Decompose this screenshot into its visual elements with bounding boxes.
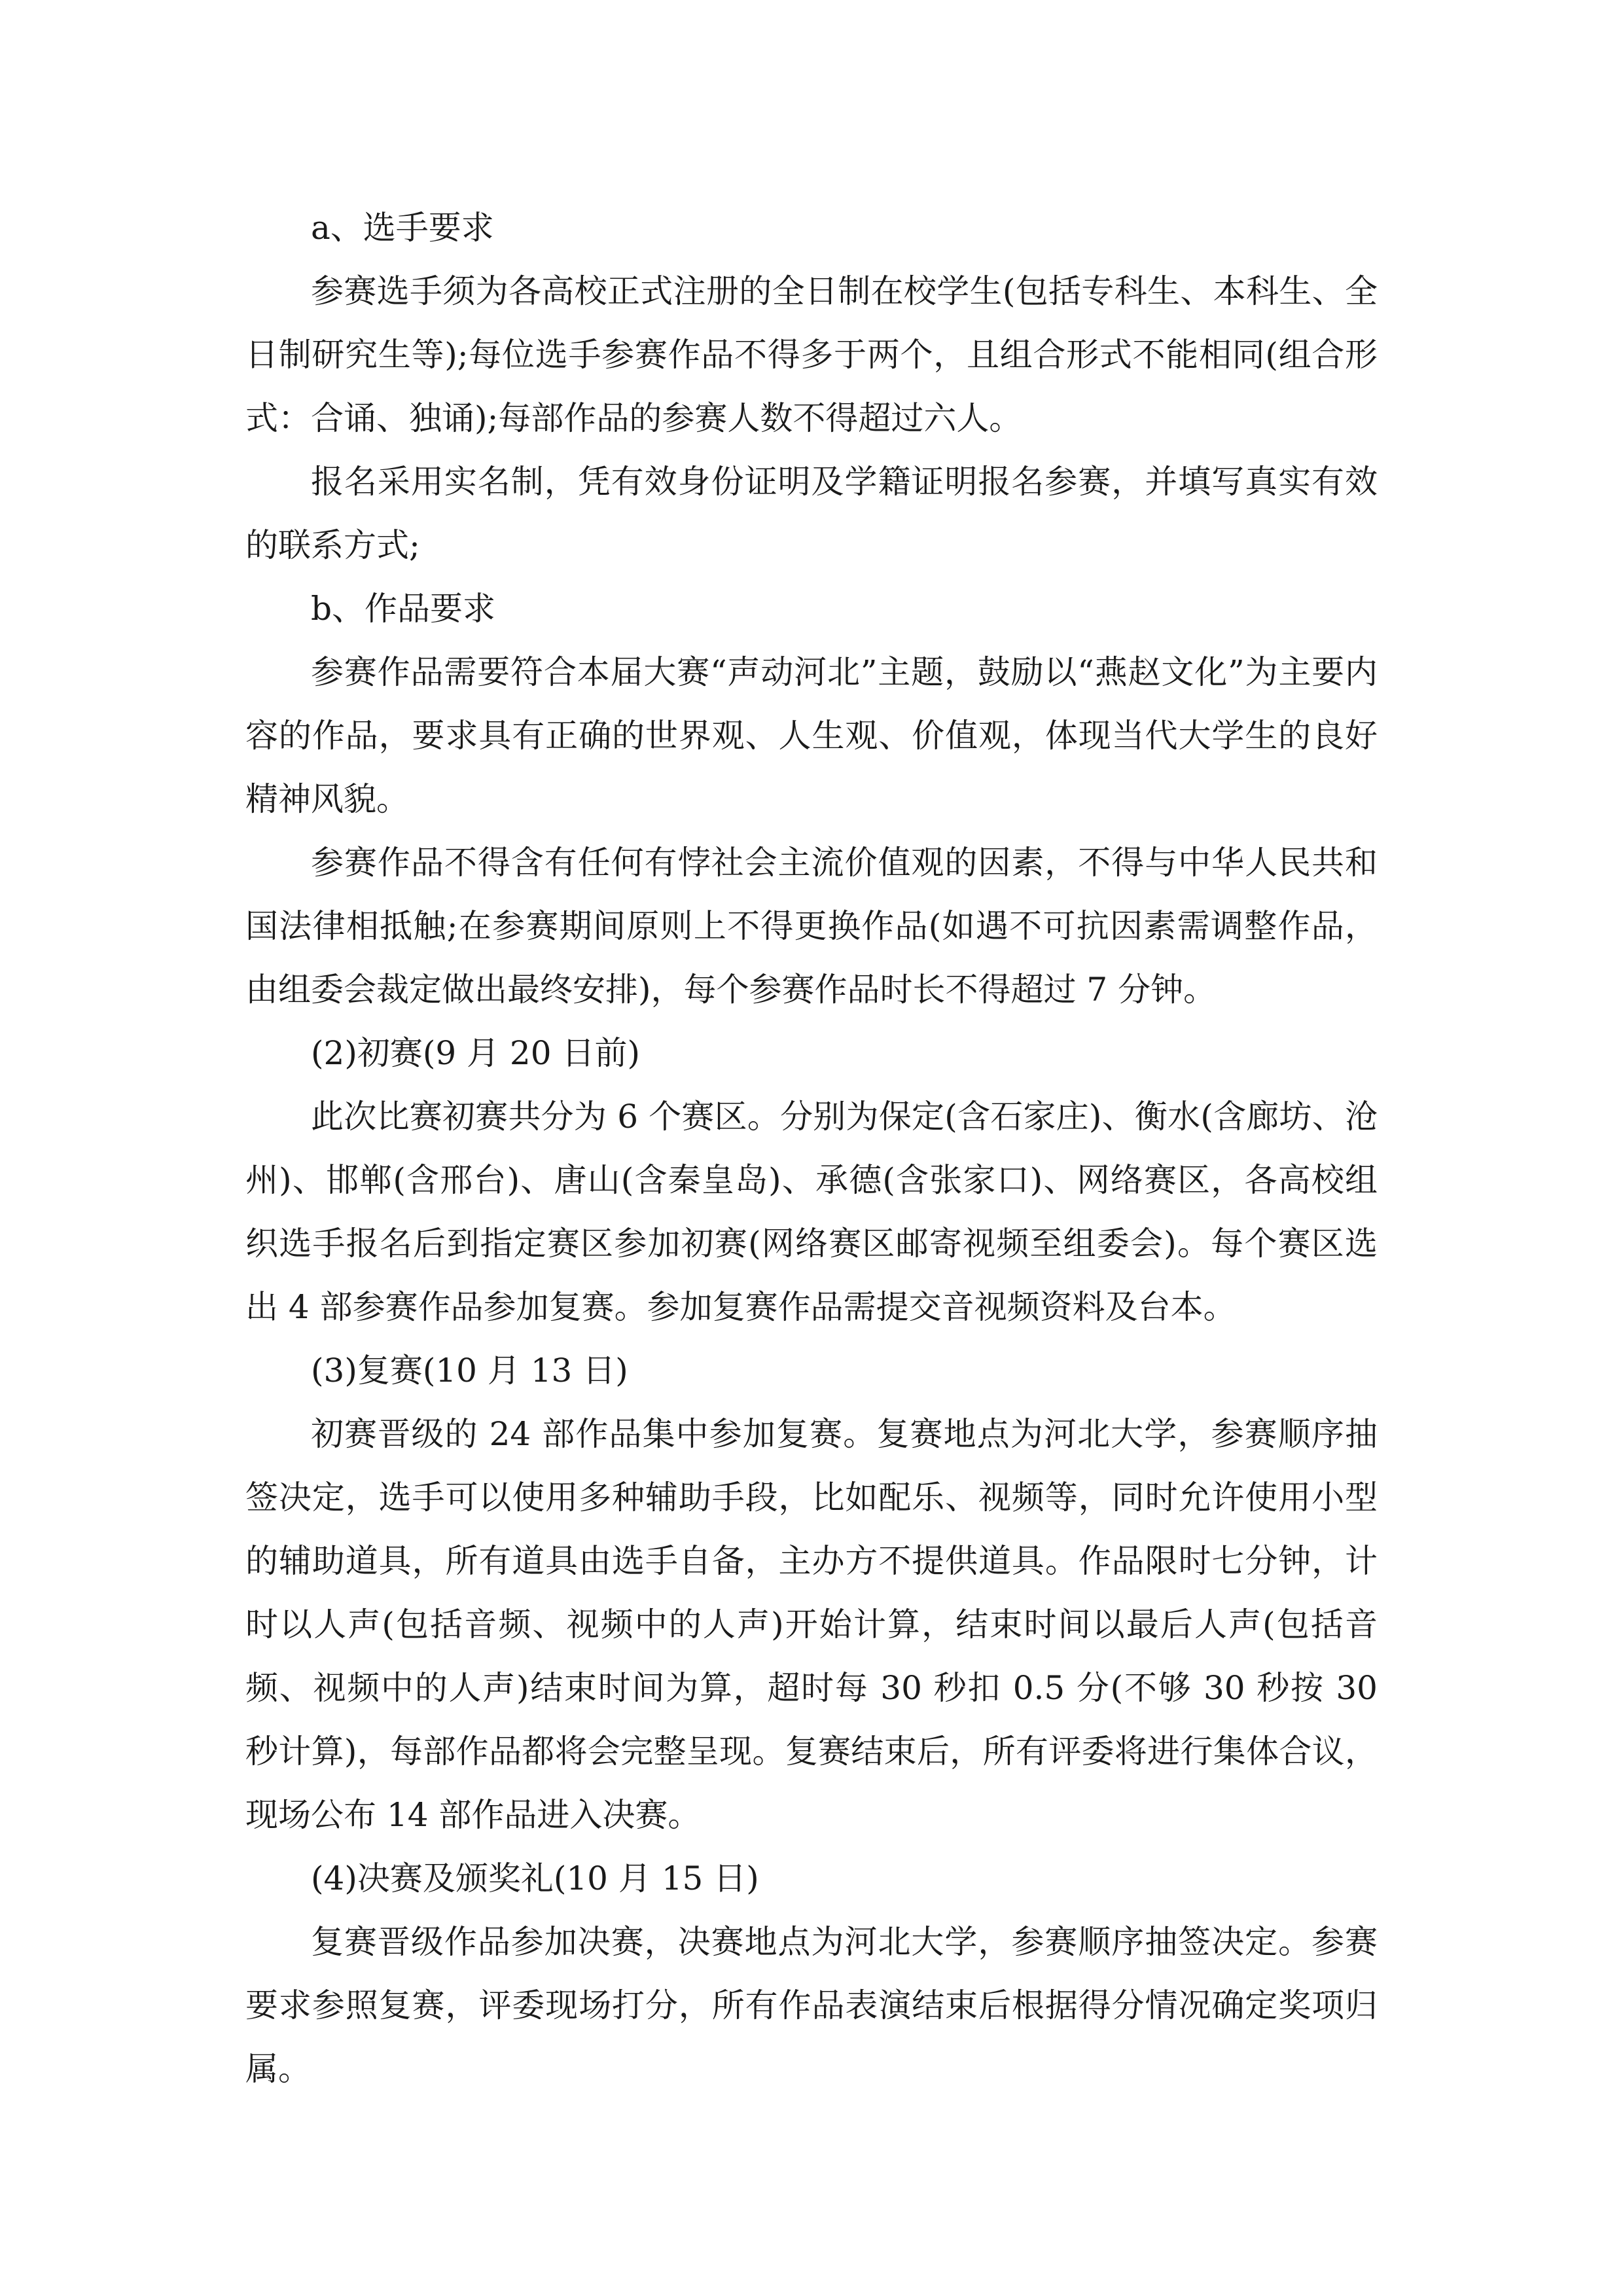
- paragraph-final-details: 复赛晋级作品参加决赛，决赛地点为河北大学，参赛顺序抽签决定。参赛要求参照复赛，评委现场打分，所有作品表演结束后根据得分情况确定奖项归属。: [245, 1923, 1378, 2088]
- heading-work-requirements: b、作品要求: [311, 590, 496, 628]
- heading-preliminary-round: (2)初赛(9 月 20 日前): [311, 1034, 640, 1072]
- paragraph-preliminary-details: 此次比赛初赛共分为 6 个赛区。分别为保定(含石家庄)、衡水(含廊坊、沧州)、邯郸(含邢台)、唐山(含秦皇岛)、承德(含张家口)、网络赛区，各高校组织选手报名后到指定赛区参加初赛(网络赛区邮寄视频至组委会)。每个赛区选出 4 部参赛作品参加复赛。参加复赛作品需提交音视频资料及台本。: [245, 1098, 1378, 1326]
- heading-contestant-requirements: a、选手要求: [311, 209, 494, 247]
- paragraph-eligibility: 参赛选手须为各高校正式注册的全日制在校学生(包括专科生、本科生、全日制研究生等);每位选手参赛作品不得多于两个，且组合形式不能相同(组合形式：合诵、独诵);每部作品的参赛人数不得超过六人。: [245, 272, 1378, 437]
- heading-final-round: (4)决赛及颁奖礼(10 月 15 日): [311, 1859, 759, 1897]
- paragraph-theme: 参赛作品需要符合本届大赛“声动河北”主题，鼓励以“燕赵文化”为主要内容的作品，要求具有正确的世界观、人生观、价值观，体现当代大学生的良好精神风貌。: [245, 653, 1378, 818]
- paragraph-content-rules: 参赛作品不得含有任何有悖社会主流价值观的因素，不得与中华人民共和国法律相抵触;在参赛期间原则上不得更换作品(如遇不可抗因素需调整作品，由组委会裁定做出最终安排)，每个参赛作品时长不得超过 7 分钟。: [245, 844, 1378, 1009]
- heading-semifinal-round: (3)复赛(10 月 13 日): [311, 1352, 628, 1390]
- paragraph-semifinal-details: 初赛晋级的 24 部作品集中参加复赛。复赛地点为河北大学，参赛顺序抽签决定，选手可以使用多种辅助手段，比如配乐、视频等，同时允许使用小型的辅助道具，所有道具由选手自备，主办方不提供道具。作品限时七分钟，计时以人声(包括音频、视频中的人声)开始计算，结束时间以最后人声(包括音频、视频中的人声)结束时间为算，超时每 30 秒扣 0.5 分(不够 30 秒按 30 秒计算)，每部作品都将会完整呈现。复赛结束后，所有评委将进行集体合议，现场公布 14 部作品进入决赛。: [245, 1415, 1378, 1834]
- document-body: [245, 196, 1378, 2101]
- paragraph-registration: 报名采用实名制，凭有效身份证明及学籍证明报名参赛，并填写真实有效的联系方式;: [245, 463, 1378, 564]
